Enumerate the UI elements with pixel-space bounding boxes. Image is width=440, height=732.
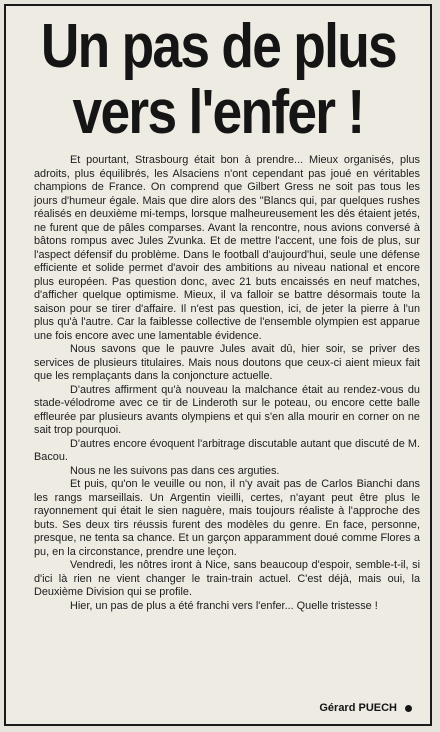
article-paragraph: Hier, un pas de plus a été franchi vers l'enfer... Quelle tristesse ! xyxy=(70,599,378,612)
headline xyxy=(41,14,395,146)
article-paragraph: Et pourtant, Strasbourg était bon à prendre... Mieux organisés, plus adroits, plus équilibrés, les Alsaciens n'ont cependant pas joué en véritables champions de France. On comprend que Gilbert Gress ne soit pas tous les jours d'humeur égale. Mais que dire alors des "Blancs qui, par quelques rushes réalisés en deuxième mi-temps, lorsque malheureusement les dés étaient jetés, ne furent que de pâles comparses. Avant la rencontre, nous avions conversé à bâtons rompus avec Jules Zvunka. Et de mettre l'accent, une fois de plus, sur l'aspect défensif du problème. Dans le football d'aujourd'hui, seule une défense efficiente et solide permet d'avoir des ambitions au niveau national et encore plus européen. Pas question donc, avec 21 buts encaissés en neuf matches, d'afficher quelque optimisme. Mieux, il va falloir se battre désormais toute la saison pour se tirer d'affaire. Il n'est pas question, ici, de jeter la pierre à l'un plus qu'à l'autre. Car la faiblesse collective de l'ensemble olympien est apparue une fois encore avec une lamentable évidence. xyxy=(34,154,420,342)
bullet-icon xyxy=(405,705,412,712)
article-paragraph: D'autres encore évoquent l'arbitrage discutable autant que discuté de M. Bacou. xyxy=(34,437,420,463)
newspaper-clipping xyxy=(4,4,432,726)
article-paragraph: D'autres affirment qu'à nouveau la malchance était au rendez-vous du stade-vélodrome avec ce tir de Linderoth sur le poteau, ou encore cette balle effleurée par plusieurs avants olympiens et qui s'en alla mourir en corner on ne sait trop pourquoi. xyxy=(34,383,420,436)
article-paragraph: Vendredi, les nôtres iront à Nice, sans beaucoup d'espoir, semble-t-il, si d'ici là rien ne vient changer le train-train actuel. C'est déjà, mais oui, la Deuxième Division qui se profile. xyxy=(34,559,420,598)
article-paragraph: Nous savons que le pauvre Jules avait dû, hier soir, se priver des services de plusieurs titulaires. Mais nous doutons que ceux-ci aient mieux fait que les remplaçants dans la conjoncture actuelle. xyxy=(34,343,420,382)
article-paragraph: Et puis, qu'on le veuille ou non, il n'y avait pas de Carlos Bianchi dans les rangs marseillais. Un Argentin vieilli, certes, n'ayant peut être plus le rayonnement qui était le sien naguère, mais toujours réaliste à l'approche des buts. Ses deux tirs réussis furent des modèles du genre. En face, personne, presque, ne tenta sa chance. Et un garçon apparamment doué comme Flores a pu, en la circonstance, prendre une leçon. xyxy=(34,478,420,558)
headline-line-2: vers l'enfer ! xyxy=(72,78,364,147)
byline xyxy=(319,702,412,714)
headline-line-1: Un pas de plus xyxy=(40,12,396,81)
article-paragraph: Nous ne les suivons pas dans ces arguties. xyxy=(70,464,280,477)
article-body xyxy=(34,154,420,613)
author-name: Gérard PUECH xyxy=(319,702,397,714)
